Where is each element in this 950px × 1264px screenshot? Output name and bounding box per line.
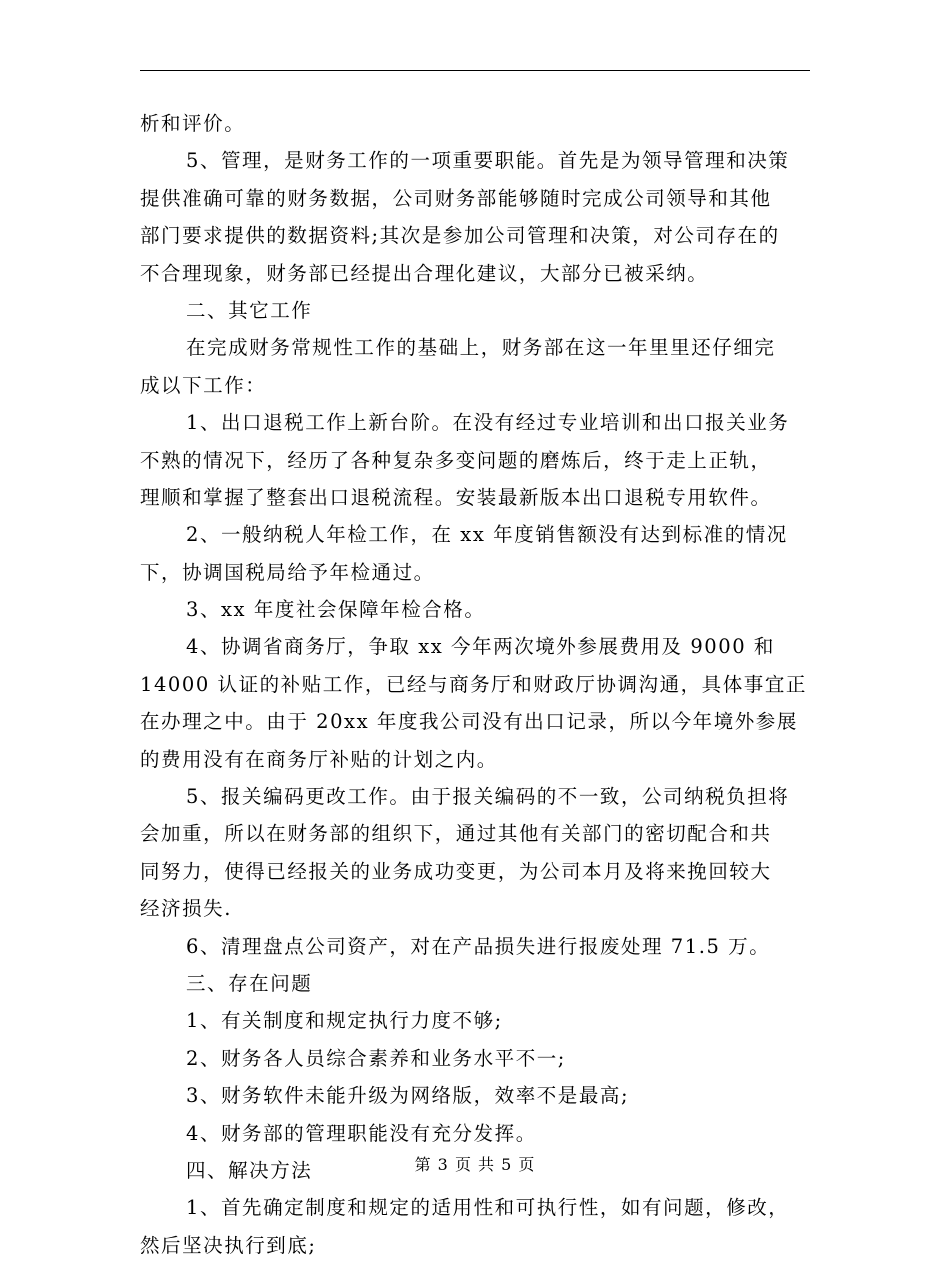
paragraph-start: 2、一般纳税人年检工作，在 xx 年度销售额没有达到标准的情况 [186,523,788,547]
paragraph-start: 1、出口退税工作上新台阶。在没有经过专业培训和出口报关业务 [186,411,790,435]
text-line: 部门要求提供的数据资料;其次是参加公司管理和决策，对公司存在的 [140,224,780,248]
text-line: 成以下工作： [140,373,267,397]
list-item: 3、财务软件未能升级为网络版，效率不是最高; [186,1084,630,1108]
paragraph-start: 在完成财务常规性工作的基础上，财务部在这一年里里还仔细完 [186,336,776,360]
text-line: 经济损失. [140,897,232,921]
paragraph-start: 6、清理盘点公司资产，对在产品损失进行报废处理 71.5 万。 [186,934,771,958]
text-line: 析和评价。 [140,112,246,135]
paragraph-start: 3、xx 年度社会保障年检合格。 [186,598,486,622]
section-heading: 三、存在问题 [186,971,313,995]
text-line: 不熟的情况下，经历了各种复杂多变问题的磨炼后，终于走上正轨， [140,448,772,472]
list-item: 2、财务各人员综合素养和业务水平不一; [186,1046,566,1070]
text-line: 理顺和掌握了整套出口退税流程。安装最新版本出口退税专用软件。 [140,485,772,509]
section-heading: 四、解决方法 [186,1158,313,1182]
list-item: 1、有关制度和规定执行力度不够; [186,1009,503,1033]
paragraph-start: 5、管理，是财务工作的一项重要职能。首先是为领导管理和决策 [186,149,790,173]
text-line: 会加重，所以在财务部的组织下，通过其他有关部门的密切配合和共 [140,822,772,846]
text-line: 然后坚决执行到底; [140,1233,317,1257]
list-item: 4、财务部的管理职能没有充分发挥。 [186,1121,537,1145]
text-line: 下，协调国税局给予年检通过。 [140,560,435,584]
text-line: 在办理之中。由于 20xx 年度我公司没有出口记录，所以今年境外参展 [140,710,798,734]
paragraph-start: 5、报关编码更改工作。由于报关编码的不一致，公司纳税负担将 [186,785,790,809]
text-line: 提供准确可靠的财务数据，公司财务部能够随时完成公司领导和其他 [140,186,772,210]
text-line: 同努力，使得已经报关的业务成功变更，为公司本月及将来挽回较大 [140,859,772,883]
document-body [140,105,810,1264]
section-heading: 二、其它工作 [186,298,313,322]
text-line: 14000 认证的补贴工作，已经与商务厅和财政厅协调沟通，具体事宜正 [140,672,807,696]
text-line: 不合理现象，财务部已经提出合理化建议，大部分已被采纳。 [140,261,709,285]
paragraph-start: 4、协调省商务厅，争取 xx 今年两次境外参展费用及 9000 和 [186,635,775,659]
text-line: 的费用没有在商务厅补贴的计划之内。 [140,747,498,771]
header-divider [140,70,810,71]
paragraph-start: 1、首先确定制度和规定的适用性和可执行性，如有问题，修改， [186,1196,790,1220]
page-number-footer: 第 3 页 共 5 页 [414,1155,536,1174]
